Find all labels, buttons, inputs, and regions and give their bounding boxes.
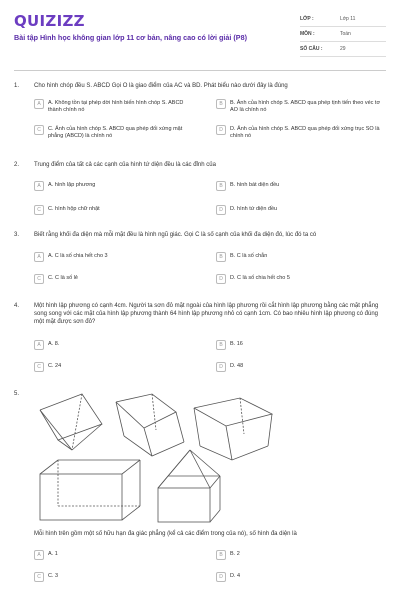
- option-badge: A: [34, 252, 44, 262]
- meta-row-subject: [300, 27, 386, 42]
- option-text: B. C là số chẵn: [230, 253, 268, 259]
- option-d[interactable]: [216, 126, 386, 140]
- question-number: 3.: [14, 232, 20, 238]
- option-text: C. 3: [48, 573, 59, 579]
- option-text: B. 2: [230, 551, 240, 557]
- option-badge: A: [34, 340, 44, 350]
- option-badge: B: [216, 550, 226, 560]
- quizizz-logo: QUIZIZZ: [14, 12, 85, 30]
- option-badge: B: [216, 340, 226, 350]
- option-text: C. 24: [48, 363, 62, 369]
- figure-2: [116, 394, 184, 456]
- meta-row-class: [300, 12, 386, 27]
- option-text: A. 1: [48, 551, 58, 557]
- option-badge: C: [34, 205, 44, 215]
- option-badge: B: [216, 181, 226, 191]
- header-divider: [14, 70, 386, 71]
- option-text: B. Ảnh của hình chóp S. ABCD qua phép tịnh tiến theo véc tơ AO là chính nó: [230, 100, 381, 113]
- option-b[interactable]: [216, 100, 386, 114]
- question-text: Một hình lập phương có cạnh 4cm. Người ta sơn đỏ mặt ngoài của hình lập phương rồi cắt hình lập phương bằng các mặt phẳng song song với các mặt của hình lập phương thành 64 hình lập phương nhỏ có cạnh 1cm. Có bao nhiêu hình lập phương có đúng một mặt được sơn đỏ?: [34, 303, 379, 325]
- option-c[interactable]: [34, 206, 194, 215]
- option-badge: D: [216, 125, 226, 135]
- option-badge: D: [216, 362, 226, 372]
- question-number: 4.: [14, 303, 20, 309]
- option-d[interactable]: [216, 206, 386, 215]
- document-title: Bài tập Hình học không gian lớp 11 cơ bản, nâng cao có lời giải (P8): [14, 33, 247, 42]
- option-badge: A: [34, 550, 44, 560]
- option-b[interactable]: [216, 182, 386, 191]
- meta-value: Lớp 11: [340, 16, 356, 22]
- option-badge: C: [34, 362, 44, 372]
- meta-key: MÔN :: [300, 31, 315, 37]
- option-badge: C: [34, 125, 44, 135]
- option-text: A. 8.: [48, 341, 60, 347]
- question-text: Cho hình chóp đều S. ABCD Gọi O là giao điểm của AC và BD. Phát biểu nào dưới đây là đúng: [34, 83, 288, 89]
- option-badge: D: [216, 572, 226, 582]
- option-c[interactable]: [34, 275, 194, 284]
- figure-5: [158, 450, 220, 522]
- question-text: Biết rằng khối đa diện mà mỗi mặt đều là hình ngũ giác. Gọi C là số cạnh của khối đa diện đó, lúc đó ta có: [34, 232, 317, 238]
- question-number: 2.: [14, 162, 20, 168]
- option-text: A. C là số chia hết cho 3: [48, 253, 108, 259]
- option-a[interactable]: [34, 253, 194, 262]
- figure-4: [40, 460, 140, 520]
- question-text: Trung điểm của tất cả các cạnh của hình tứ diện đều là các đỉnh của: [34, 162, 216, 168]
- option-c[interactable]: [34, 363, 194, 372]
- option-text: A. hình lập phương: [48, 182, 96, 188]
- option-text: D. 48: [230, 363, 244, 369]
- question-number: 5.: [14, 391, 20, 397]
- page-header: [0, 0, 400, 70]
- figure-1: [40, 394, 102, 450]
- option-text: D. Ảnh của hình chóp S. ABCD qua phép đối xứng trục SO là chính nó: [230, 126, 380, 139]
- option-text: B. 16: [230, 341, 243, 347]
- meta-key: SỐ CÂU :: [300, 46, 323, 52]
- option-text: C. hình hộp chữ nhật: [48, 206, 100, 212]
- option-a[interactable]: [34, 182, 194, 191]
- figure-3: [194, 398, 272, 460]
- meta-key: LỚP :: [300, 16, 314, 22]
- option-badge: A: [34, 99, 44, 109]
- option-text: B. hình bát diện đều: [230, 182, 280, 188]
- option-text: A. Không tồn tại phép dời hình biến hình chóp S. ABCD thành chính nó: [48, 100, 184, 113]
- option-a[interactable]: [34, 100, 194, 114]
- question-number: 1.: [14, 83, 20, 89]
- meta-value: Toán: [340, 31, 351, 37]
- option-badge: C: [34, 572, 44, 582]
- option-badge: B: [216, 252, 226, 262]
- option-a[interactable]: [34, 341, 194, 350]
- option-b[interactable]: [216, 551, 386, 560]
- option-a[interactable]: [34, 551, 194, 560]
- option-d[interactable]: [216, 275, 386, 284]
- option-d[interactable]: [216, 363, 386, 372]
- option-text: D. 4: [230, 573, 241, 579]
- option-text: C. C là số lẻ: [48, 275, 78, 281]
- option-c[interactable]: [34, 573, 194, 582]
- question-text: Mỗi hình trên gồm một số hữu hạn đa giác phẳng (kể cả các điểm trong của nó), số hình đa diện là: [34, 531, 297, 537]
- option-text: C. Ảnh của hình chóp S. ABCD qua phép đối xứng mặt phẳng (ABCD) là chính nó: [48, 126, 183, 139]
- polyhedra-figures: [34, 390, 344, 525]
- option-badge: B: [216, 99, 226, 109]
- meta-table: [300, 12, 386, 57]
- option-badge: D: [216, 274, 226, 284]
- option-badge: A: [34, 181, 44, 191]
- option-text: D. C là số chia hết cho 5: [230, 275, 290, 281]
- option-c[interactable]: [34, 126, 194, 140]
- meta-value: 29: [340, 46, 346, 52]
- option-b[interactable]: [216, 341, 386, 350]
- option-d[interactable]: [216, 573, 386, 582]
- option-badge: C: [34, 274, 44, 284]
- meta-row-count: [300, 42, 386, 57]
- option-text: D. hình tứ diện đều: [230, 206, 278, 212]
- option-badge: D: [216, 205, 226, 215]
- option-b[interactable]: [216, 253, 386, 262]
